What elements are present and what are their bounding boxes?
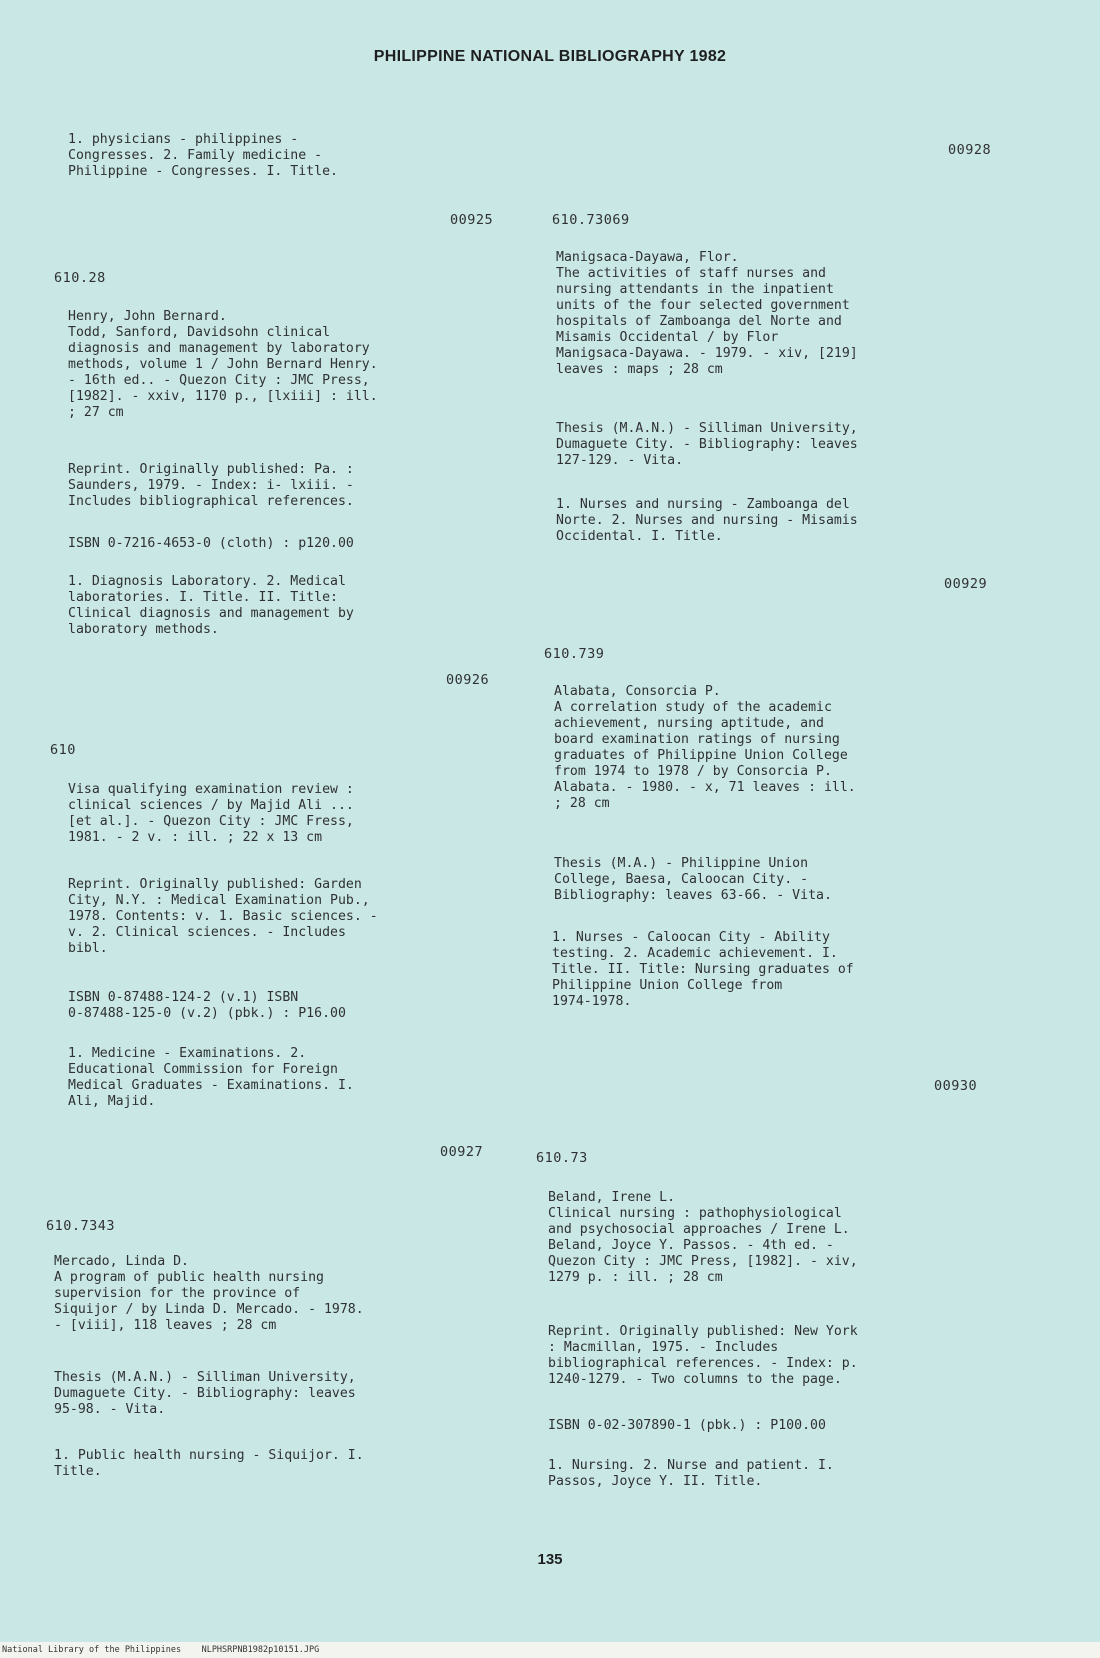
entry-main: Henry, John Bernard. Todd, Sanford, Davidsohn clinical diagnosis and management by laboratory methods, volume 1 / John Bernard Henry. - 16th ed.. - Quezon City : JMC Press, [1982]. - xxiv, 1170 p., [lxiii] : ill. ; 27 cm xyxy=(68,309,378,420)
entry-main: Mercado, Linda D. A program of public health nursing supervision for the province of Siquijor / by Linda D. Mercado. - 1978. - [viii], 118 leaves ; 28 cm xyxy=(54,1254,364,1333)
entry-notes: Thesis (M.A.) - Philippine Union College, Baesa, Caloocan City. - Bibliography: leaves 63-66. - Vita. xyxy=(554,856,832,903)
entry-notes: Thesis (M.A.N.) - Silliman University, Dumaguete City. - Bibliography: leaves 127-129. - Vita. xyxy=(556,421,858,468)
entry-subjects: 1. Medicine - Examinations. 2. Educational Commission for Foreign Medical Graduates - Examinations. I. Ali, Majid. xyxy=(68,1046,354,1109)
class-number: 610.7343 xyxy=(46,1218,116,1234)
scan-footer: National Library of the Philippines NLPHSRPNB1982p10151.JPG xyxy=(0,1642,1100,1658)
page-number: 135 xyxy=(537,1551,563,1568)
entry-notes: Reprint. Originally published: Garden City, N.Y. : Medical Examination Pub., 1978. Contents: v. 1. Basic sciences. - v. 2. Clinical sciences. - Includes bibl. xyxy=(68,877,378,956)
entry-notes: Reprint. Originally published: New York : Macmillan, 1975. - Includes bibliographical references. - Index: p. 1240-1279. - Two columns to the page. xyxy=(548,1324,858,1387)
class-number: 610 xyxy=(50,742,76,758)
entry-subjects: 1. Nurses and nursing - Zamboanga del Norte. 2. Nurses and nursing - Misamis Occidental. I. Title. xyxy=(556,497,858,544)
entry-isbn: ISBN 0-7216-4653-0 (cloth) : p120.00 xyxy=(68,536,354,551)
entry-subjects: 1. Nurses - Caloocan City - Ability testing. 2. Academic achievement. I. Title. II. Title: Nursing graduates of Philippine Union College from 1974-1978. xyxy=(552,930,854,1009)
entry-subjects: 1. Diagnosis Laboratory. 2. Medical laboratories. I. Title. II. Title: Clinical diagnosis and management by laboratory methods. xyxy=(68,574,354,637)
entry-isbn: ISBN 0-87488-124-2 (v.1) ISBN 0-87488-125-0 (v.2) (pbk.) : P16.00 xyxy=(68,990,346,1021)
entry-subjects: 1. Public health nursing - Siquijor. I. Title. xyxy=(54,1448,364,1479)
entry-isbn: ISBN 0-02-307890-1 (pbk.) : P100.00 xyxy=(548,1418,826,1433)
page-header: PHILIPPINE NATIONAL BIBLIOGRAPHY 1982 xyxy=(373,48,727,65)
entry-subjects: 1. Nursing. 2. Nurse and patient. I. Passos, Joyce Y. II. Title. xyxy=(548,1458,834,1489)
entry-notes: Reprint. Originally published: Pa. : Saunders, 1979. - Index: i- lxiii. - Includes bibliographical references. xyxy=(68,462,354,509)
entry-notes: Thesis (M.A.N.) - Silliman University, Dumaguete City. - Bibliography: leaves 95-98. - Vita. xyxy=(54,1370,356,1417)
continued-subjects: 1. physicians - philippines - Congresses. 2. Family medicine - Philippine - Congresses. I. Title. xyxy=(68,132,338,179)
class-number: 610.739 xyxy=(544,646,605,662)
class-number: 610.73069 xyxy=(552,212,630,228)
class-number: 610.28 xyxy=(54,270,106,286)
class-number: 610.73 xyxy=(536,1150,588,1166)
left-column xyxy=(46,0,508,1500)
entry-number: 00925 xyxy=(450,212,494,228)
entry-number: 00928 xyxy=(948,142,992,158)
entry-number: 00926 xyxy=(446,672,490,688)
entry-number: 00930 xyxy=(934,1078,978,1094)
entry-number: 00927 xyxy=(440,1144,484,1160)
entry-main: Manigsaca-Dayawa, Flor. The activities of staff nurses and nursing attendants in the inpatient units of the four selected government hospitals of Zamboanga del Norte and Misamis Occidental / by Flor Manigsaca-Dayawa. - 1979. - xiv, [219] leaves : maps ; 28 cm xyxy=(556,250,858,377)
entry-main: Visa qualifying examination review : clinical sciences / by Majid Ali ... [et al.]. - Quezon City : JMC Fress, 1981. - 2 v. : ill. ; 22 x 13 cm xyxy=(68,782,354,845)
entry-main: Alabata, Consorcia P. A correlation study of the academic achievement, nursing aptitude, and board examination ratings of nursing graduates of Philippine Union College from 1974 to 1978 / by Consorcia P. Alabata. - 1980. - x, 71 leaves : ill. ; 28 cm xyxy=(554,684,856,811)
entry-number: 00929 xyxy=(944,576,988,592)
entry-main: Beland, Irene L. Clinical nursing : pathophysiological and psychosocial approaches / Irene L. Beland, Joyce Y. Passos. - 4th ed. - Quezon City : JMC Press, [1982]. - xiv, 1279 p. : ill. ; 28 cm xyxy=(548,1190,858,1285)
